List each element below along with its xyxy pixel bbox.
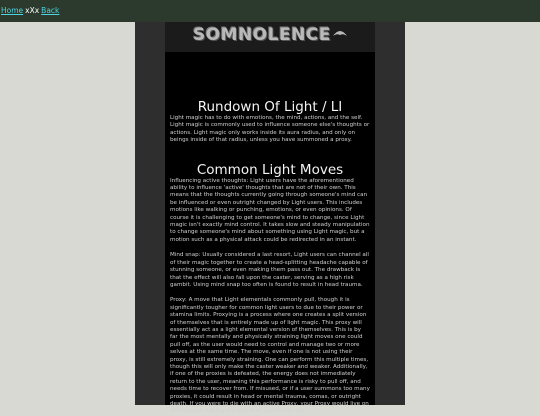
nav-separator: xXx (25, 6, 40, 15)
back-link[interactable]: Back (41, 6, 60, 15)
wing-logo-icon (333, 29, 347, 37)
main-content (165, 52, 375, 415)
site-logo: SOMNOLENCE (192, 25, 332, 45)
proxy-paragraph: Proxy: A move that Light elementals commonly pull, though it is significantly tougher for common light users to due to their power or stamina limits. Proxying is a process where one creates a split version of themselves that is entirely made up of light magic. This proxy will essentially act as a light elemental version of themselves. This is by far the most mentally and physically straining light moves one could pull off, as the user would need to control and manage two or more selves at the same time. The move, even if one is not using their proxy, is still extremely straining. One can perform this multiple times, though this will only make the caster weaker and weaker. Additionally, if one of the proxies is defeated, the energy does not immediately return to the user, meaning this performance is risky to pull off, and needs time to recover from. If misused, or if a user summons too many proxies, it could result in head or mental trauma, comas, or outright death. If you were to die with an active Proxy, your Proxy would live on without you, taking the soul that you hosted for. (170, 297, 370, 415)
rundown-heading: Rundown Of Light / LI (197, 99, 343, 115)
page-column (135, 22, 405, 415)
mind-snap-paragraph: Mind snap: Usually considered a last resort, Light users can channel all of their magic together to create a head-splitting headache capable of stunning someone, or even making them pass out. The drawback is that the effect will also fall upon the caster, serving as a high risk gambit. Using mind snap too often is found to result in head trauma. (170, 252, 369, 288)
top-nav-bar (0, 0, 540, 22)
home-link[interactable]: Home (1, 6, 24, 15)
site-banner (165, 22, 375, 52)
rundown-paragraph: Light magic has to do with emotions, the mind, actions, and the self. Light magic is commonly used to influence someone else's thoughts or actions. Light magic only works inside its aura radius, and only on beings inside of that radius, unless you have summoned a proxy. (170, 115, 370, 144)
influencing-thoughts-paragraph: Influencing active thoughts: Light users have the aforementioned ability to influence 'active' thoughts that are not of their own. This means that the thoughts currently going through someone's mind can be influenced or even outright changed by Light users. This includes motions like walking or punching, emotions, or even opinions. Of course it is challenging to get someone's mind to change, since Light magic isn't exactly mind control. It takes slow and steady manipulation to change someone's mind about something using Light magic, but a motion such as a physical attack could be redirected in an instant. (170, 177, 370, 243)
common-moves-heading: Common Light Moves (196, 161, 344, 178)
